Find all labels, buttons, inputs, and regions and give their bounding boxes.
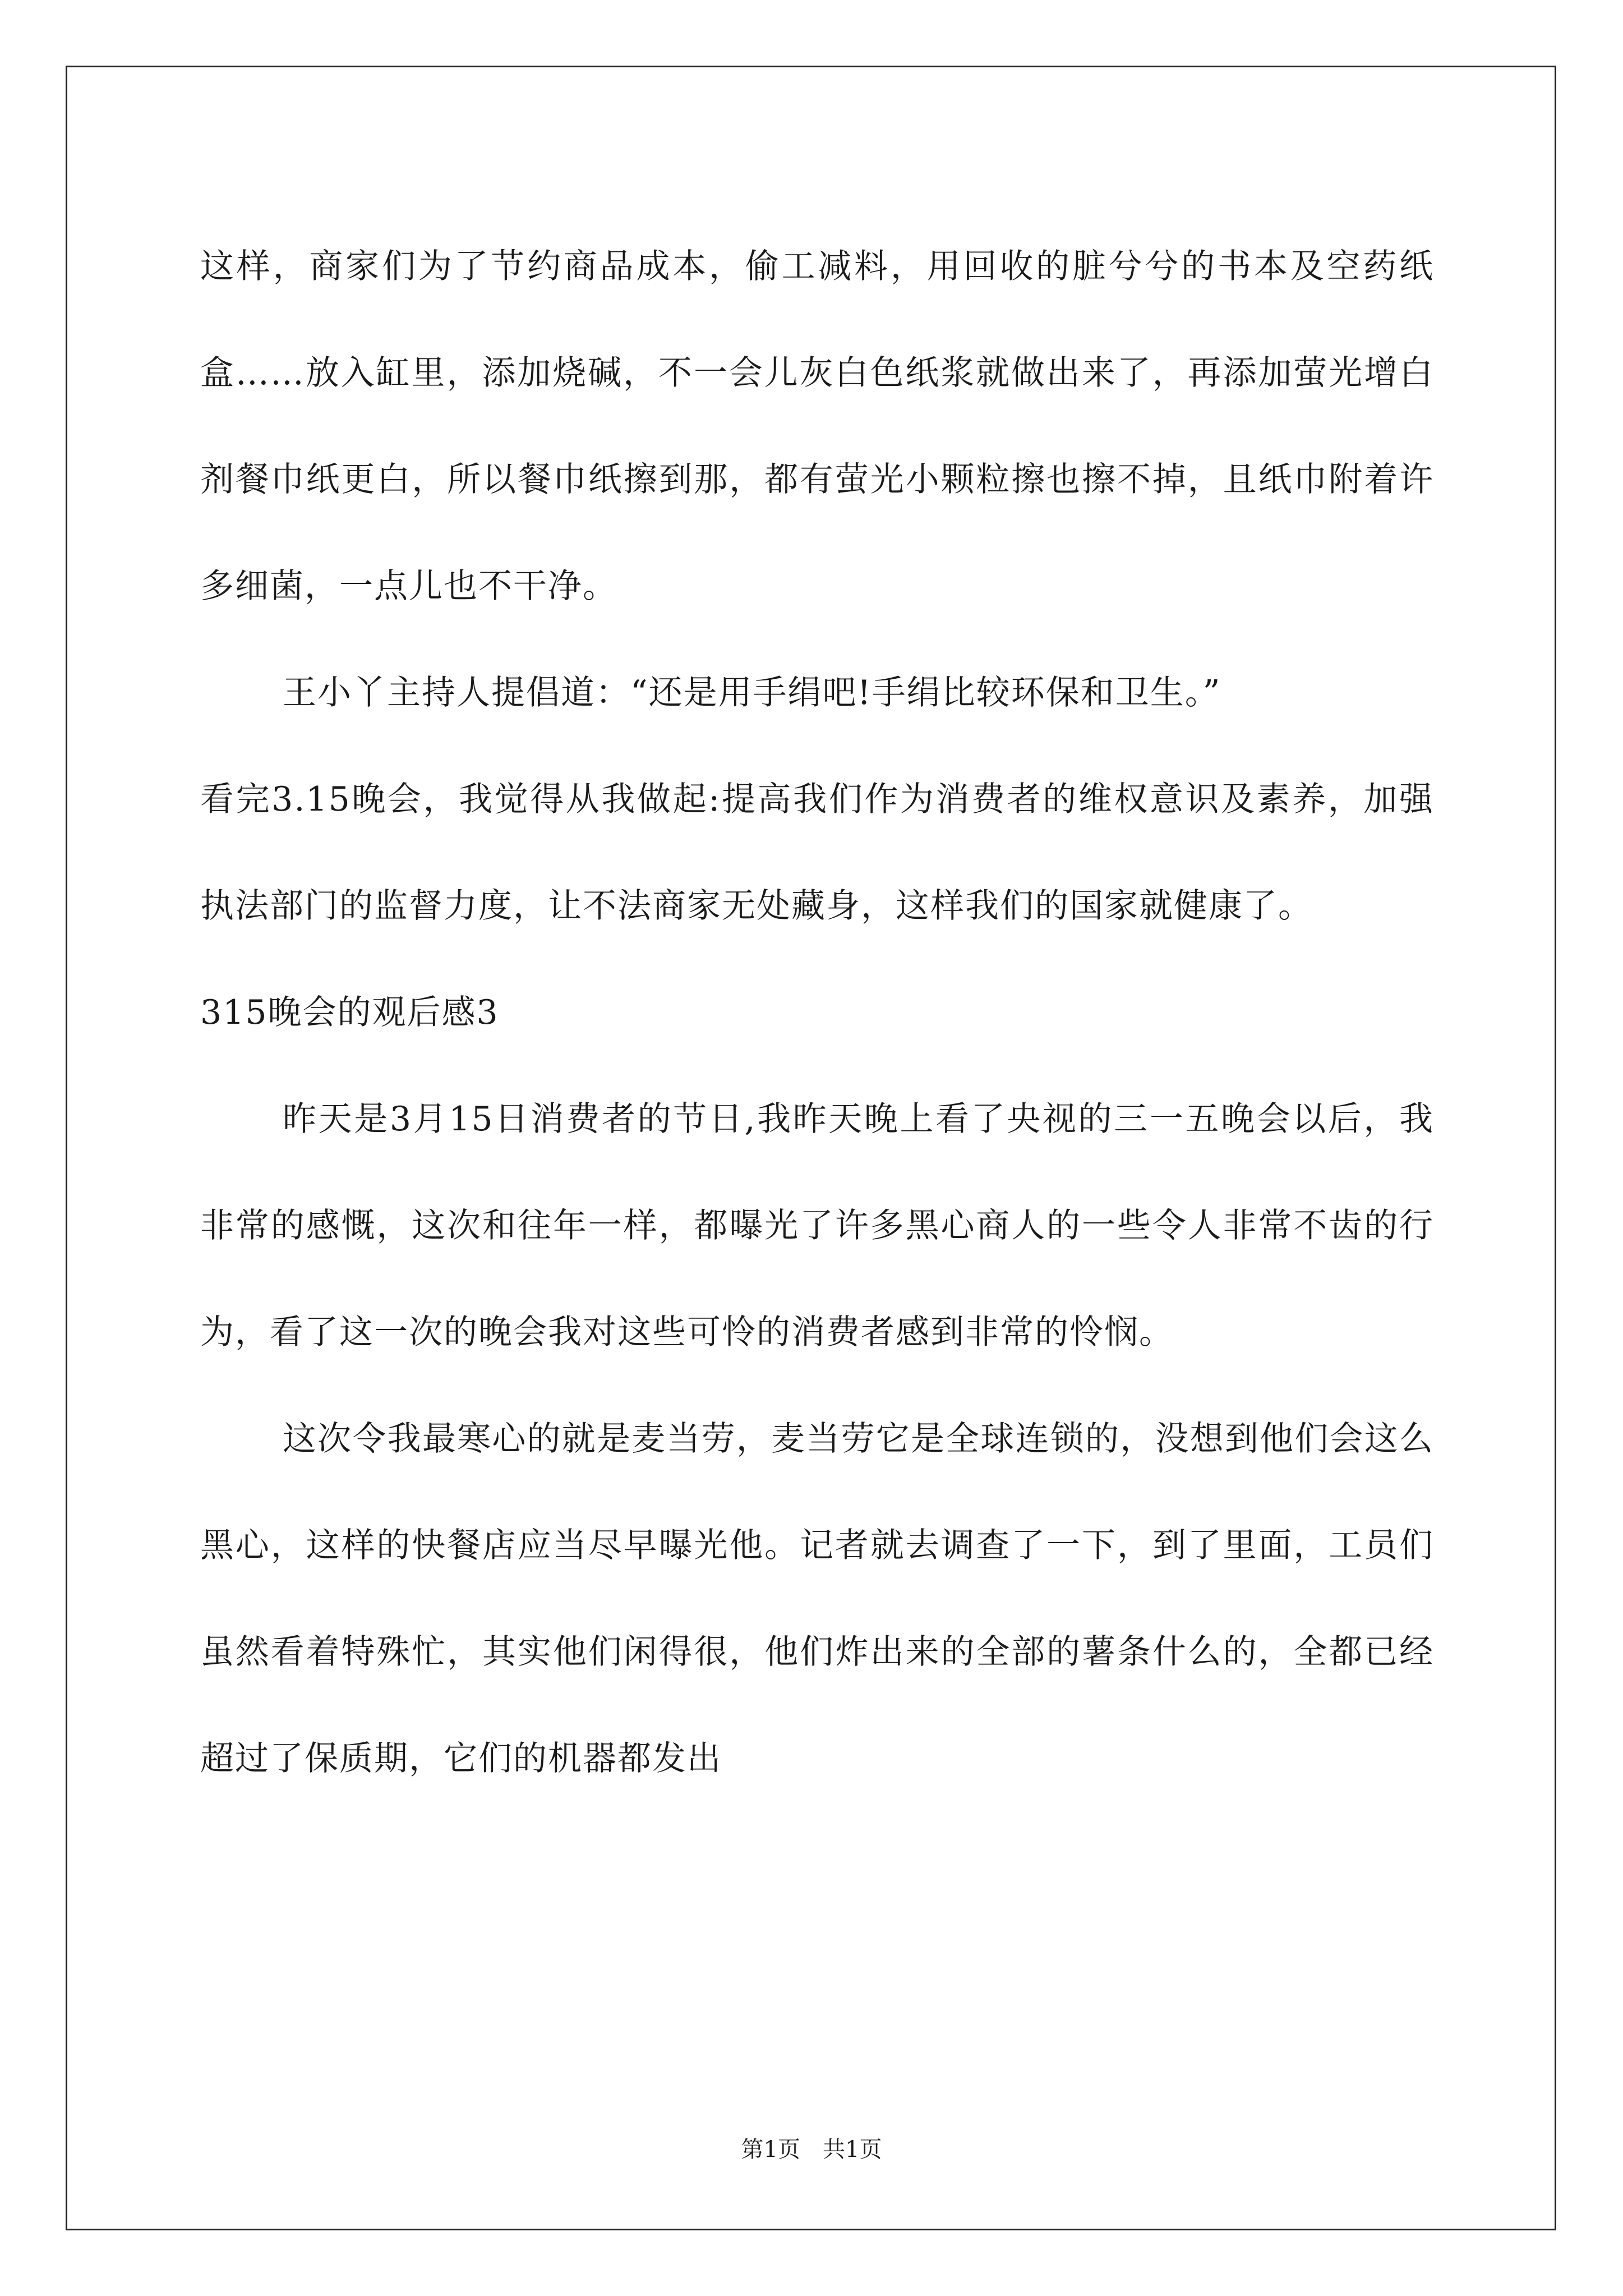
paragraph-continuation: 这样，商家们为了节约商品成本，偷工减料，用回收的脏兮兮的书本及空药纸盒……放入缸里，添加烧碱，不一会儿灰白色纸浆就做出来了，再添加萤光增白剂餐巾纸更白，所以餐巾纸擦到那，都有萤光小颗粒擦也擦不掉，且纸巾附着许多细菌，一点儿也不干净。 — [200, 247, 1434, 606]
page-total: 共1页 — [823, 2137, 882, 2162]
paragraph-host-quote: 王小丫主持人提倡道：“还是用手绢吧!手绢比较环保和卫生。” — [283, 673, 1221, 712]
page-number: 第1页 — [741, 2137, 800, 2162]
section-heading: 315晚会的观后感3 — [200, 993, 499, 1032]
document-body — [200, 213, 1434, 1812]
page-footer — [0, 2135, 1623, 2164]
paragraph-mcdonalds: 这次令我最寒心的就是麦当劳，麦当劳它是全球连锁的，没想到他们会这么黑心，这样的快餐店应当尽早曝光他。记者就去调查了一下，到了里面，工员们虽然看着特殊忙，其实他们闲得很，他们炸出来的全部的薯条什么的，全都已经超过了保质期，它们的机器都发出 — [200, 1419, 1434, 1778]
paragraph-intro: 昨天是3月15日消费者的节日,我昨天晚上看了央视的三一五晚会以后，我非常的感慨，这次和往年一样，都曝光了许多黑心商人的一些令人非常不齿的行为，看了这一次的晚会我对这些可怜的消费者感到非常的怜悯。 — [200, 1099, 1434, 1352]
paragraph-conclusion: 看完3.15晚会，我觉得从我做起:提高我们作为消费者的维权意识及素养，加强执法部门的监督力度，让不法商家无处藏身，这样我们的国家就健康了。 — [200, 780, 1434, 926]
